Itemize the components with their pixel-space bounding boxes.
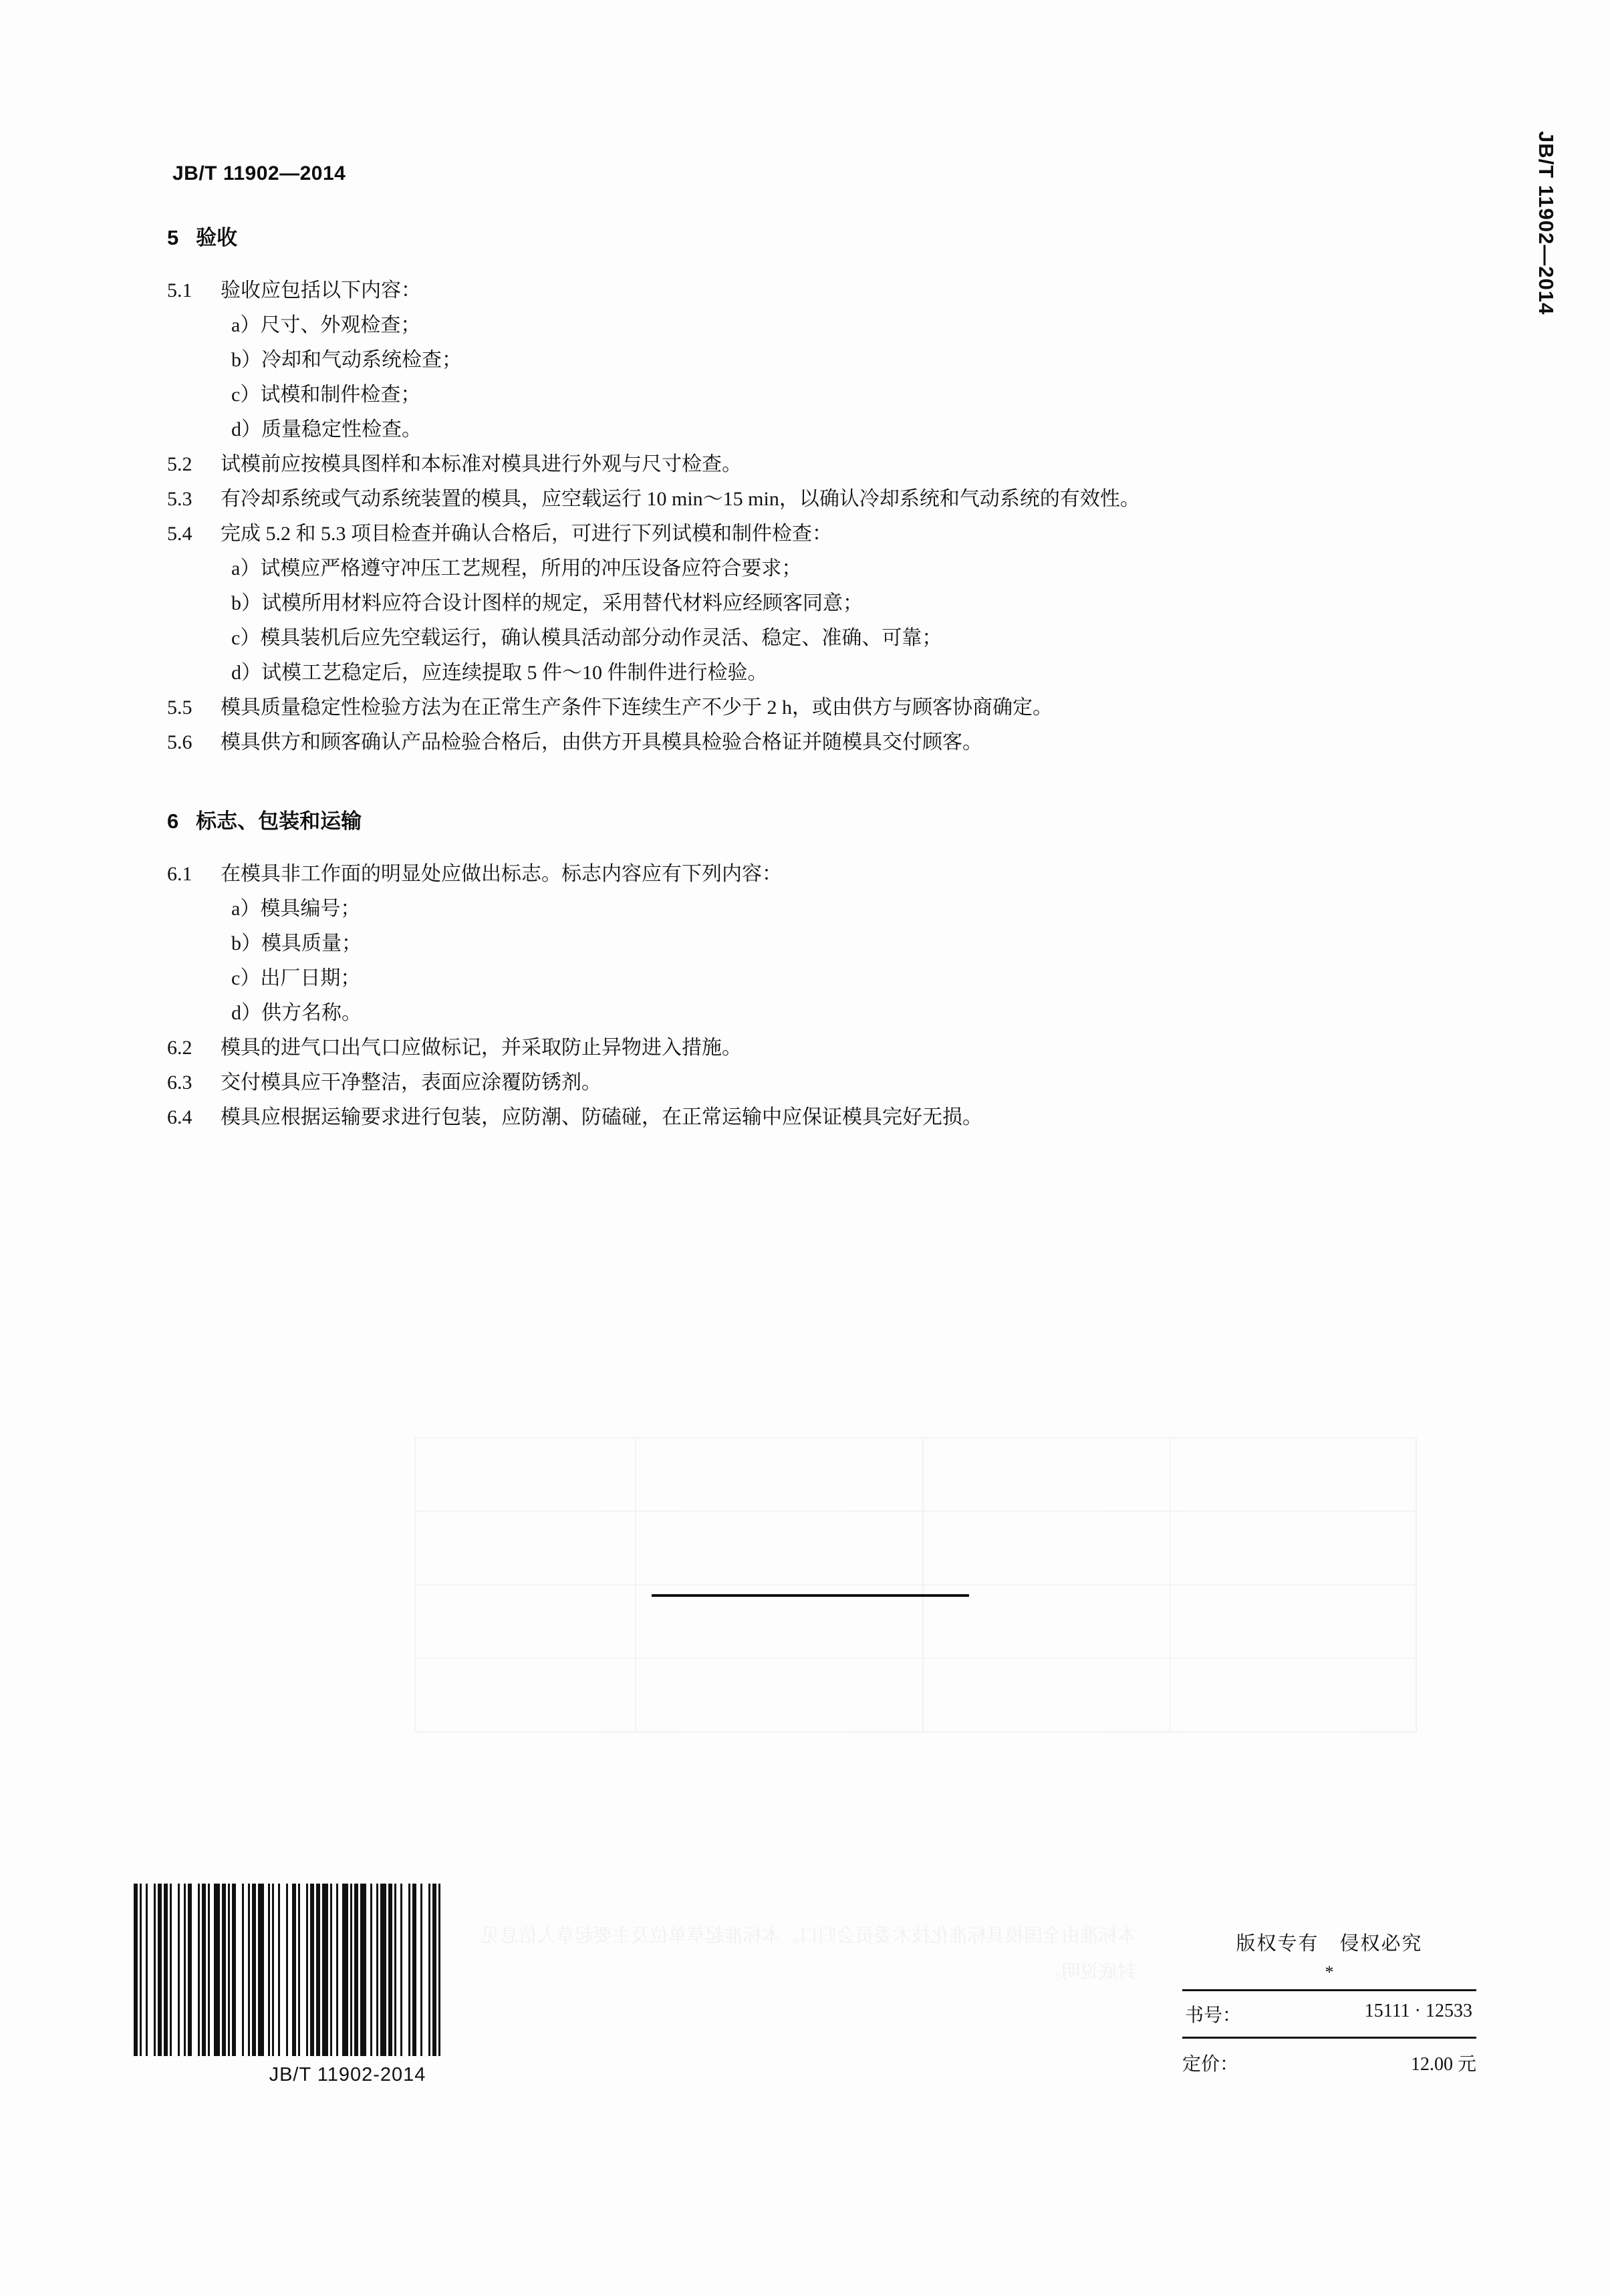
list-item: d）试模工艺稳定后，应连续提取 5 件～10 件制件进行检验。 <box>231 662 768 684</box>
section-6-heading <box>167 804 1450 834</box>
paragraph-text: 试模前应按模具图样和本标准对模具进行外观与尺寸检查。 <box>221 453 742 475</box>
paragraph-6-3 <box>167 1065 1450 1100</box>
colophon-divider-bottom <box>1182 2037 1476 2039</box>
book-number-label: 书号： <box>1185 2005 1242 2026</box>
colophon-block <box>1182 1928 1476 2076</box>
list-item: b）模具质量； <box>231 932 362 954</box>
price-row <box>1182 2049 1476 2076</box>
paragraph-number: 6.2 <box>167 1037 192 1059</box>
section-5-title: 验收 <box>196 226 238 249</box>
side-standard-code: JB/T 11902—2014 <box>1534 131 1558 315</box>
colophon-divider-top <box>1182 1989 1476 1991</box>
paragraph-number: 5.4 <box>167 523 192 545</box>
list-item: a）模具编号； <box>231 898 361 920</box>
paragraph-5-4 <box>167 517 1450 551</box>
end-of-text-rule <box>652 1594 969 1597</box>
paragraph-5-5 <box>167 690 1450 725</box>
paragraph-text: 模具质量稳定性检验方法为在正常生产条件下连续生产不少于 2 h，或由供方与顾客协商确定。 <box>221 696 1053 719</box>
paragraph-6-2 <box>167 1031 1450 1065</box>
paragraph-5-1 <box>167 273 1450 308</box>
paragraph-text: 有冷却系统或气动系统装置的模具，应空载运行 10 min～15 min，以确认冷却系统和气动系统的有效性。 <box>221 488 1140 510</box>
book-number-row <box>1182 2001 1476 2027</box>
section-5-number: 5 <box>167 226 179 249</box>
separator-asterisk: * <box>1325 1962 1334 1982</box>
book-number-value: 15111 · 12533 <box>1364 2001 1472 2021</box>
paragraph-6-1 <box>167 857 1450 892</box>
paragraph-number: 5.6 <box>167 731 192 753</box>
list-item: c）出厂日期； <box>231 967 361 989</box>
barcode-block <box>134 1884 561 2086</box>
list-item: a）尺寸、外观检查； <box>231 314 421 336</box>
paragraph-6-4 <box>167 1100 1450 1135</box>
paragraph-5-3 <box>167 482 1450 517</box>
paragraph-number: 6.1 <box>167 863 192 885</box>
list-item: d）质量稳定性检查。 <box>231 418 422 440</box>
document-body <box>167 221 1450 1135</box>
paragraph-text: 模具的进气口出气口应做标记，并采取防止异物进入措施。 <box>221 1037 742 1059</box>
section-6-title: 标志、包装和运输 <box>196 809 362 833</box>
paragraph-number: 5.5 <box>167 696 192 719</box>
list-item: a）试模应严格遵守冲压工艺规程，所用的冲压设备应符合要求； <box>231 557 802 580</box>
price-value: 12.00 元 <box>1410 2054 1476 2075</box>
paragraph-number: 6.4 <box>167 1106 192 1128</box>
list-item: c）模具装机后应先空载运行，确认模具活动部分动作灵活、稳定、准确、可靠； <box>231 627 942 649</box>
paragraph-text: 验收应包括以下内容： <box>221 279 421 301</box>
price-label: 定价： <box>1182 2054 1239 2075</box>
section-6-number: 6 <box>167 809 179 833</box>
list-item: d）供方名称。 <box>231 1002 362 1024</box>
page-bleed-through <box>414 1437 1417 1878</box>
list-item: b）冷却和气动系统检查； <box>231 349 462 371</box>
section-5-heading <box>167 221 1450 251</box>
paragraph-5-2 <box>167 447 1450 482</box>
barcode-label: JB/T 11902-2014 <box>269 2064 426 2085</box>
barcode-image <box>134 1884 444 2056</box>
paragraph-number: 5.3 <box>167 488 192 510</box>
paragraph-text: 在模具非工作面的明显处应做出标志。标志内容应有下列内容： <box>221 863 782 885</box>
paragraph-text: 模具应根据运输要求进行包装，应防潮、防磕碰，在正常运输中应保证模具完好无损。 <box>221 1106 982 1128</box>
paragraph-text: 模具供方和顾客确认产品检验合格后，由供方开具模具检验合格证并随模具交付顾客。 <box>221 731 982 753</box>
paragraph-number: 5.1 <box>167 279 192 301</box>
page-bleed-through-text: 本标准由全国模具标准化技术委员会归口。本标准起草单位及主要起草人信息见封底说明。 <box>481 1926 1136 1983</box>
paragraph-number: 5.2 <box>167 453 192 475</box>
paragraph-5-6 <box>167 725 1450 760</box>
paragraph-number: 6.3 <box>167 1071 192 1094</box>
header-standard-code: JB/T 11902—2014 <box>172 162 346 184</box>
paragraph-text: 完成 5.2 和 5.3 项目检查并确认合格后，可进行下列试模和制件检查： <box>221 523 832 545</box>
copyright-notice: 版权专有 侵权必究 <box>1236 1933 1423 1954</box>
paragraph-text: 交付模具应干净整洁，表面应涂覆防锈剂。 <box>221 1071 601 1094</box>
list-item: c）试模和制件检查； <box>231 384 421 406</box>
list-item: b）试模所用材料应符合设计图样的规定，采用替代材料应经顾客同意； <box>231 592 863 614</box>
